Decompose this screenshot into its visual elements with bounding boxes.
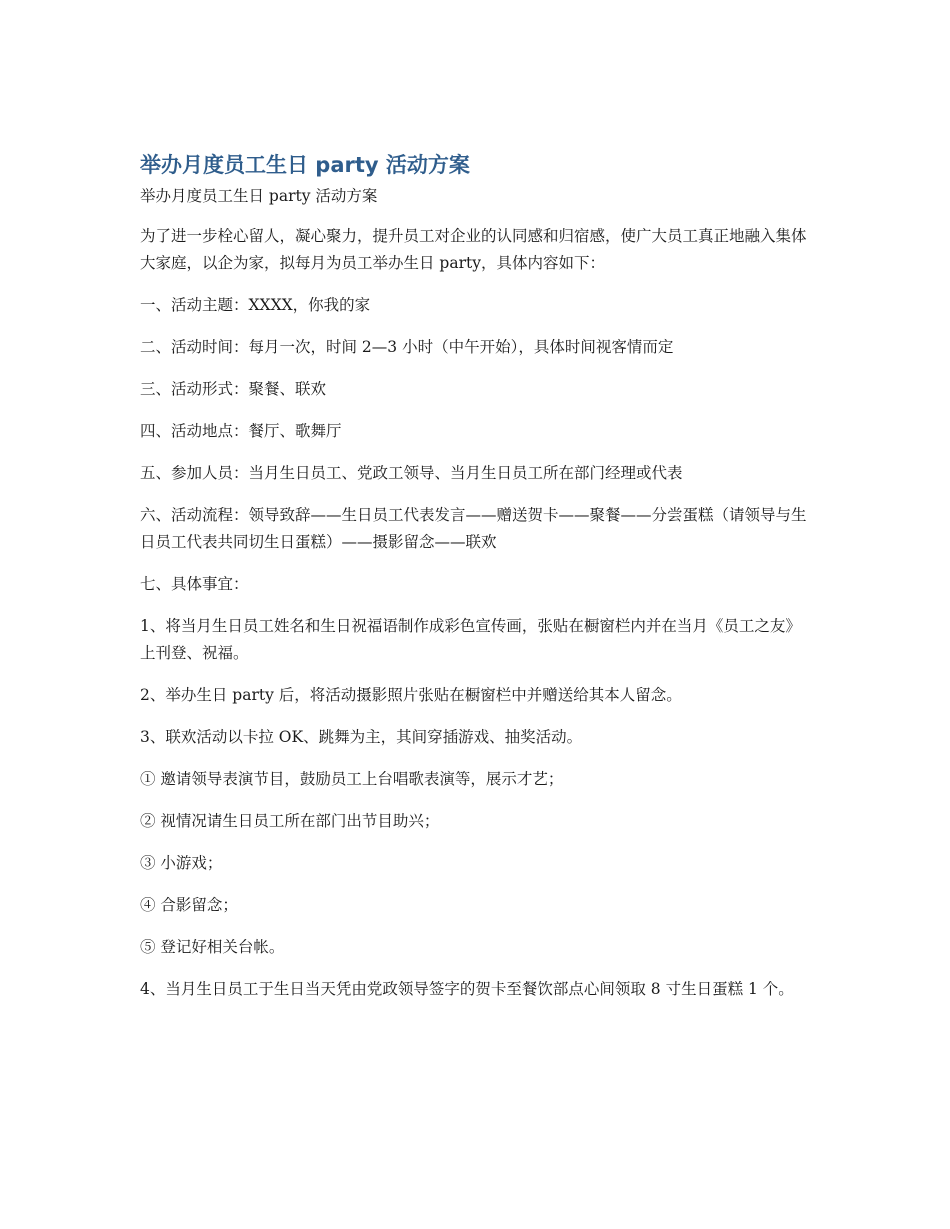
detail-item-1: 1、将当月生日员工姓名和生日祝福语制作成彩色宣传画，张贴在橱窗栏内并在当月《员工之友》上刊登、祝福。 — [140, 617, 801, 662]
document-title: 举办月度员工生日 party 活动方案 — [140, 153, 470, 177]
section-process: 六、活动流程：领导致辞——生日员工代表发言——赠送贺卡——聚餐——分尝蛋糕（请领导与生日员工代表共同切生日蛋糕）——摄影留念——联欢 — [140, 506, 807, 551]
section-location: 四、活动地点：餐厅、歌舞厅 — [140, 422, 342, 440]
document-page — [140, 150, 810, 1018]
detail-item-2: 2、举办生日 party 后，将活动摄影照片张贴在橱窗栏中并赠送给其本人留念。 — [140, 686, 682, 704]
section-details-heading: 七、具体事宜： — [140, 575, 249, 593]
section-theme: 一、活动主题：XXXX，你我的家 — [140, 296, 371, 314]
section-format: 三、活动形式：聚餐、联欢 — [140, 380, 327, 398]
detail-subitem-4: ④ 合影留念； — [140, 896, 238, 914]
detail-subitem-1: ① 邀请领导表演节目，鼓励员工上台唱歌表演等，展示才艺； — [140, 770, 564, 788]
intro-paragraph: 为了进一步栓心留人，凝心聚力，提升员工对企业的认同感和归宿感，使广大员工真正地融入集体大家庭，以企为家，拟每月为员工举办生日 party，具体内容如下： — [140, 227, 807, 272]
section-participants: 五、参加人员：当月生日员工、党政工领导、当月生日员工所在部门经理或代表 — [140, 464, 683, 482]
document-subtitle: 举办月度员工生日 party 活动方案 — [140, 187, 378, 205]
detail-item-4: 4、当月生日员工于生日当天凭由党政领导签字的贺卡至餐饮部点心间领取 8 寸生日蛋糕 1 个。 — [140, 980, 794, 998]
detail-subitem-3: ③ 小游戏； — [140, 854, 223, 872]
detail-subitem-5: ⑤ 登记好相关台帐。 — [140, 938, 285, 956]
detail-subitem-2: ② 视情况请生日员工所在部门出节目助兴； — [140, 812, 440, 830]
detail-item-3: 3、联欢活动以卡拉 OK、跳舞为主，其间穿插游戏、抽奖活动。 — [140, 728, 583, 746]
section-time: 二、活动时间：每月一次，时间 2—3 小时（中午开始），具体时间视客情而定 — [140, 338, 674, 356]
